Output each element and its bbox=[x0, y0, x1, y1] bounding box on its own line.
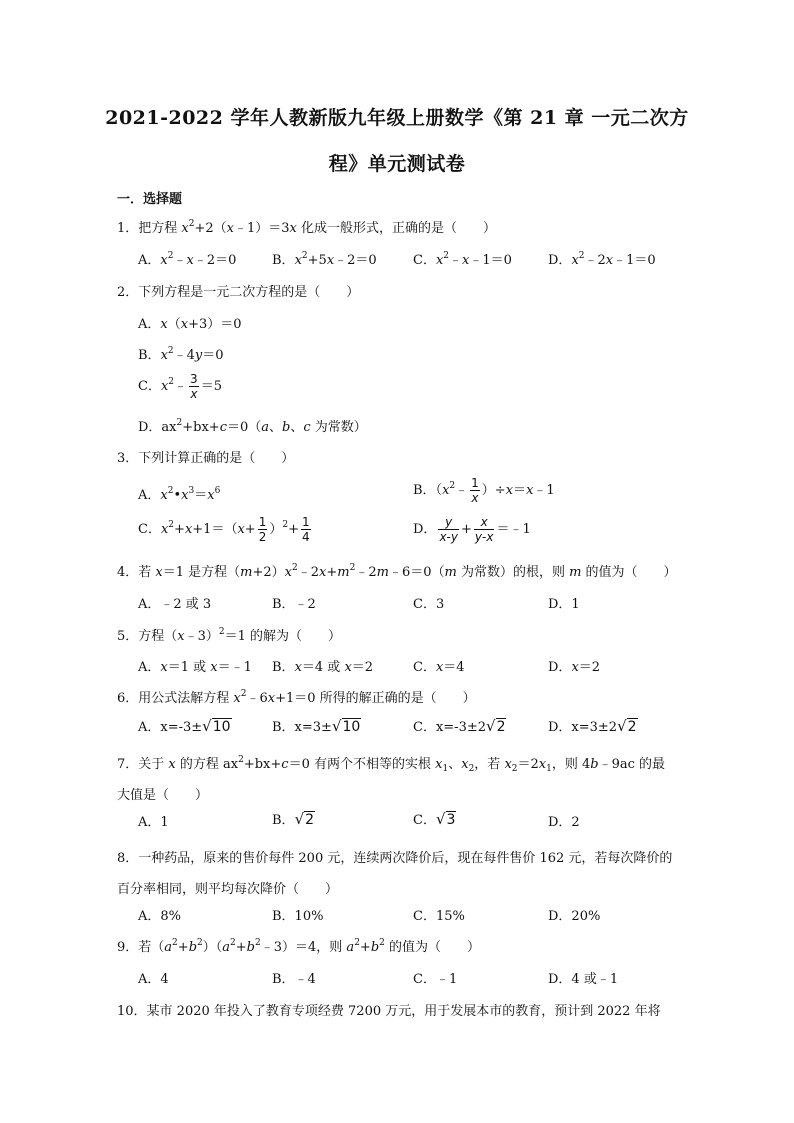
question-9-option-d: D．4 或﹣1 bbox=[548, 972, 619, 987]
question-8-option-a: A．8% bbox=[138, 909, 182, 924]
question-6-option-d: D．x=3±2√2 bbox=[548, 717, 637, 735]
question-3-stem: 3．下列计算正确的是（ ） bbox=[117, 451, 295, 466]
question-3-option-d: D． $\frac{y}{x-y}$ + $\frac{x}{y-x}$ ＝﹣1 bbox=[413, 515, 531, 544]
question-2-option-d: D．$ax^2+bx+c=0(a$、b、c 为常数） bbox=[138, 418, 367, 435]
question-4-option-d: D．1 bbox=[548, 597, 580, 612]
question-1-option-a: A．$x^2﹣x﹣2=0$ bbox=[138, 251, 237, 268]
question-2-option-c: C．$x^2﹣$ $\frac{3}{x}$ ＝5 bbox=[138, 372, 222, 401]
page-title: 2021-2022 学年人教新版九年级上册数学《第 21 章 一元二次方 bbox=[105, 107, 689, 129]
question-1-stem: 1．把方程 $x^2+2(x﹣1)=3x$ 化成一般形式，正确的是（ ） bbox=[117, 219, 497, 236]
question-7-option-d: D．2 bbox=[548, 815, 580, 830]
question-6-option-c: C．x=-3±2√2 bbox=[413, 717, 506, 735]
question-3-option-b: B．（$x^2﹣$ $\frac{1}{x}$ ）÷x＝x﹣1 bbox=[413, 476, 555, 505]
question-6-option-b: B．x=3±√10 bbox=[272, 717, 361, 735]
question-5-option-d: D．x＝2 bbox=[548, 660, 601, 675]
question-9-option-c: C．﹣1 bbox=[413, 972, 458, 987]
question-1-option-d: D．$x^2﹣2x﹣1=0$ bbox=[548, 251, 656, 268]
question-8-option-b: B．10% bbox=[272, 909, 324, 924]
question-4-option-a: A．﹣2 或 3 bbox=[138, 597, 212, 612]
question-7-option-c: C．√3 bbox=[413, 810, 456, 828]
question-1-option-b: B．$x^2+5x﹣2=0$ bbox=[272, 251, 377, 268]
page-title-line2: 程》单元测试卷 bbox=[328, 153, 466, 175]
question-8-stem: 8．一种药品，原来的售价每件 200 元，连续两次降价后，现在每件售价 162 元，若每次降价的百分率相同，则平均每次降价（ ） bbox=[117, 851, 673, 897]
question-8-option-c: C．15% bbox=[413, 909, 465, 924]
question-9-option-b: B．﹣4 bbox=[272, 972, 316, 987]
section-heading: 一．选择题 bbox=[117, 192, 183, 207]
question-7-option-a: A．1 bbox=[138, 815, 169, 830]
question-7-stem: 7．关于 x 的方程 $ax^2+bx+c=0$ 有两个不相等的实根 $x_1$、$x_2$，若 $x_2=2x_1$，则 4b﹣9ac 的最大值是（ ） bbox=[117, 755, 666, 803]
question-2-option-a: A．x（x+3）＝0 bbox=[138, 317, 242, 332]
question-1-option-c: C．$x^2﹣x﹣1=0$ bbox=[413, 251, 512, 268]
question-4-option-c: C．3 bbox=[413, 597, 445, 612]
question-5-option-a: A．x＝1 或 x＝﹣1 bbox=[138, 660, 252, 675]
question-9-stem: 9．若$(a^2+b^2)(a^2+b^2﹣3)=4$，则 $a^2+b^2$ 的值为（ ） bbox=[117, 938, 481, 955]
question-4-stem: 4．若 x＝1 是方程$(m+2)x^2﹣2x+m^2﹣2m﹣6=0(m$ 为常数）的根，则 m 的值为（ ） bbox=[117, 563, 677, 580]
question-3-option-a: A．$x^2•x^3=x^6$ bbox=[138, 486, 221, 503]
question-9-option-a: A．4 bbox=[138, 972, 169, 987]
question-7-option-b: B．√2 bbox=[272, 810, 315, 828]
question-4-option-b: B．﹣2 bbox=[272, 597, 316, 612]
question-6-option-a: A．x=-3±√10 bbox=[138, 717, 231, 735]
question-6-stem: 6．用公式法解方程 $x^2﹣6x+1=0$ 所得的解正确的是（ ） bbox=[117, 689, 476, 706]
question-3-option-c: C．$x^2+x+1=(x+$ $\frac{1}{2}$ ）$^2$+ $\frac{1}{4}$ bbox=[138, 515, 310, 544]
question-10-stem: 10．某市 2020 年投入了教育专项经费 7200 万元，用于发展本市的教育，预计到 2022 年将 bbox=[117, 1004, 661, 1019]
question-2-option-b: B．$x^2﹣4y=0$ bbox=[138, 346, 224, 363]
question-5-option-b: B．x＝4 或 x＝2 bbox=[272, 660, 374, 675]
question-2-stem: 2．下列方程是一元二次方程的是（ ） bbox=[117, 285, 360, 300]
question-5-option-c: C．x＝4 bbox=[413, 660, 465, 675]
question-8-option-d: D．20% bbox=[548, 909, 601, 924]
question-5-stem: 5．方程（x﹣3）$^2$＝1 的解为（ ） bbox=[117, 627, 342, 644]
